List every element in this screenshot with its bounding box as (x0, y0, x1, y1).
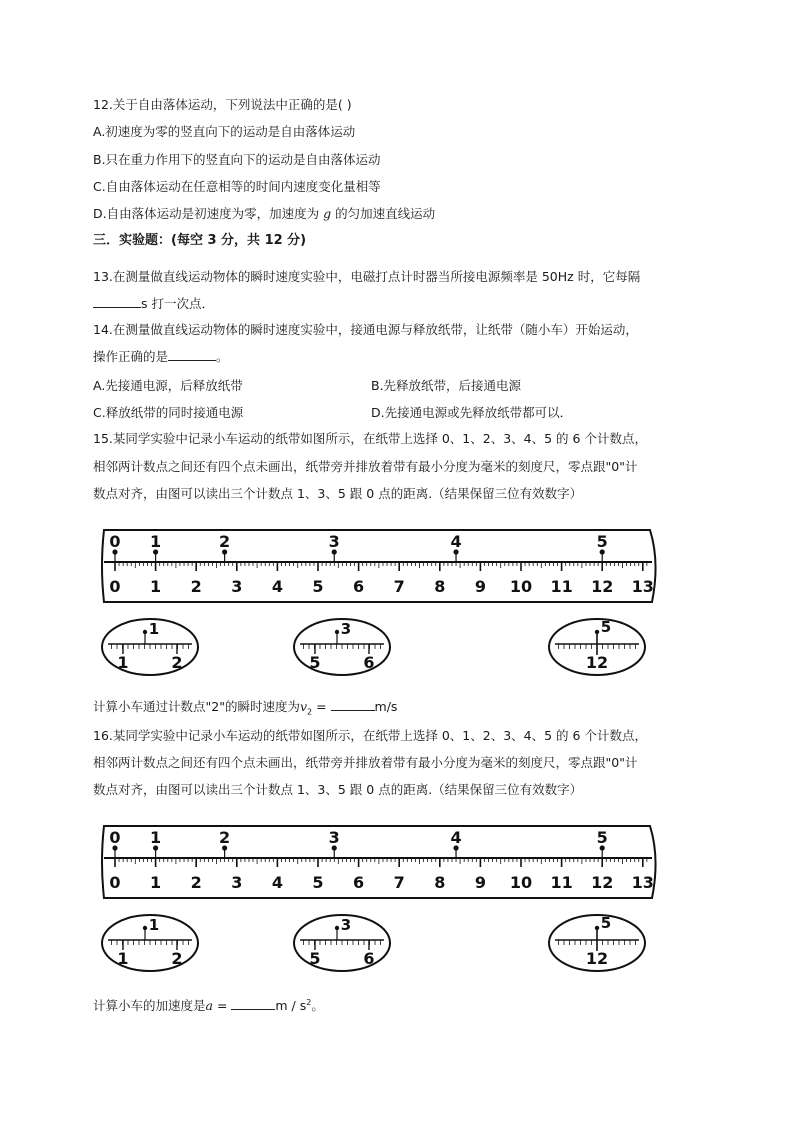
ruler-number: 9 (474, 873, 486, 892)
zoom-mark-label: 5 (600, 914, 612, 932)
q15-line2: 相邻两计数点之间还有四个点未画出，纸带旁并排放着带有最小分度为毫米的刻度尺，零点跟"0"计 (93, 459, 638, 474)
ruler-number: 4 (271, 577, 283, 596)
zoom-mark-label: 1 (148, 916, 160, 934)
q16-answer: 计算小车的加速度是$a = m / s^2$。 (93, 998, 324, 1014)
zoom-lens (549, 914, 645, 971)
ruler-number: 4 (271, 873, 283, 892)
zoom-right-number: 6 (363, 653, 375, 672)
q12-option-d: D.自由落体运动是初速度为零，加速度为 g 的匀加速直线运动 (93, 206, 436, 221)
zoom-center-number: 12 (585, 949, 609, 968)
q14-option-d: D.先接通电源或先释放纸带都可以． (371, 405, 573, 420)
ruler-number: 7 (393, 577, 405, 596)
zoom-mark-label: 3 (340, 620, 352, 638)
q13-line2: s 打一次点． (93, 295, 214, 313)
q14-option-b: B.先释放纸带，后接通电源 (371, 378, 522, 393)
q12-option-c: C.自由落体运动在任意相等的时间内速度变化量相等 (93, 179, 381, 194)
q16-line1: 16.某同学实验中记录小车运动的纸带如图所示，在纸带上选择 0、1、2、3、4、5 的 6 个计数点， (93, 728, 647, 743)
q15-answer: 计算小车通过计数点"2"的瞬时速度为$v_2 = m/s$ (93, 699, 398, 717)
tape-ruler-figure-1 (100, 522, 660, 686)
tape-point-label: 0 (109, 828, 121, 847)
zoom-left-number: 5 (309, 653, 321, 672)
zoom-mark-label: 5 (600, 618, 612, 636)
tape-point-label: 0 (109, 532, 121, 551)
tape-point-label: 4 (450, 828, 462, 847)
ruler-number: 5 (312, 577, 324, 596)
ruler-number: 11 (550, 577, 573, 596)
answer-blank[interactable] (168, 348, 216, 361)
zoom-lens (294, 619, 390, 675)
ruler-number: 12 (591, 873, 614, 892)
figure-svg (100, 818, 660, 978)
ruler-number: 1 (150, 577, 162, 596)
zoom-lens (549, 618, 645, 675)
ruler-number: 11 (550, 873, 573, 892)
zoom-left-number: 1 (117, 949, 129, 968)
q13-line1: 13.在测量做直线运动物体的瞬时速度实验中，电磁打点计时器当所接电源频率是 50Hz 时，它每隔 (93, 269, 641, 284)
zoom-mark-label: 3 (340, 916, 352, 934)
answer-blank[interactable] (231, 997, 275, 1010)
ruler-number: 6 (353, 873, 365, 892)
zoom-point (595, 630, 599, 634)
zoom-lens (102, 619, 198, 675)
q14-option-c: C.释放纸带的同时接通电源 (93, 405, 244, 420)
ruler-number: 9 (474, 577, 486, 596)
ruler-number: 10 (509, 873, 533, 892)
zoom-right-number: 2 (171, 949, 183, 968)
zoom-mark-label: 1 (148, 620, 160, 638)
tape-point-label: 5 (596, 828, 608, 847)
tape-point-label: 1 (150, 828, 162, 847)
q14-line1: 14.在测量做直线运动物体的瞬时速度实验中，接通电源与释放纸带，让纸带（随小车）开始运动， (93, 322, 638, 337)
zoom-point (595, 926, 599, 930)
tape-point-label: 2 (219, 828, 231, 847)
ruler-number: 2 (190, 577, 202, 596)
zoom-left-number: 1 (117, 653, 129, 672)
ruler-number: 2 (190, 873, 202, 892)
tape-point-label: 2 (219, 532, 231, 551)
q12-option-a: A.初速度为零的竖直向下的运动是自由落体运动 (93, 124, 356, 139)
ruler-number: 10 (509, 577, 533, 596)
figure-svg (100, 522, 660, 682)
tape-point-label: 5 (596, 532, 608, 551)
tape-ruler-figure-2 (100, 818, 660, 982)
ruler-number: 3 (231, 577, 243, 596)
q15-line3: 数点对齐，由图可以读出三个计数点 1、3、5 跟 0 点的距离.（结果保留三位有效数字） (93, 486, 583, 501)
q14-option-a: A.先接通电源，后释放纸带 (93, 378, 243, 393)
zoom-lens (294, 915, 390, 971)
tape-point-label: 3 (328, 828, 340, 847)
zoom-right-number: 6 (363, 949, 375, 968)
ruler-number: 3 (231, 873, 243, 892)
answer-blank[interactable] (93, 295, 141, 308)
ruler-number: 8 (434, 873, 446, 892)
tape-point-label: 1 (150, 532, 162, 551)
ruler-number: 6 (353, 577, 365, 596)
q15-line1: 15.某同学实验中记录小车运动的纸带如图所示，在纸带上选择 0、1、2、3、4、5 的 6 个计数点， (93, 431, 647, 446)
ruler-number: 5 (312, 873, 324, 892)
ruler-number: 7 (393, 873, 405, 892)
q14-line2: 操作正确的是 。 (93, 349, 229, 364)
zoom-lens (102, 915, 198, 971)
ruler-number: 8 (434, 577, 446, 596)
answer-blank[interactable] (331, 698, 375, 711)
ruler-number: 13 (631, 873, 654, 892)
ruler-number: 13 (631, 577, 654, 596)
q12-stem: 12.关于自由落体运动，下列说法中正确的是( ) (93, 97, 352, 112)
ruler-number: 0 (109, 577, 121, 596)
zoom-left-number: 5 (309, 949, 321, 968)
q16-line2: 相邻两计数点之间还有四个点未画出，纸带旁并排放着带有最小分度为毫米的刻度尺，零点跟"0"计 (93, 755, 638, 770)
ruler-number: 1 (150, 873, 162, 892)
section-heading: 三．实验题：(每空 3 分，共 12 分) (93, 233, 307, 248)
zoom-center-number: 12 (585, 653, 609, 672)
q12-option-b: B.只在重力作用下的竖直向下的运动是自由落体运动 (93, 152, 381, 167)
ruler-number: 0 (109, 873, 121, 892)
tape-point-label: 4 (450, 532, 462, 551)
q16-line3: 数点对齐，由图可以读出三个计数点 1、3、5 跟 0 点的距离.（结果保留三位有效数字） (93, 782, 583, 797)
zoom-right-number: 2 (171, 653, 183, 672)
tape-point-label: 3 (328, 532, 340, 551)
ruler-number: 12 (591, 577, 614, 596)
